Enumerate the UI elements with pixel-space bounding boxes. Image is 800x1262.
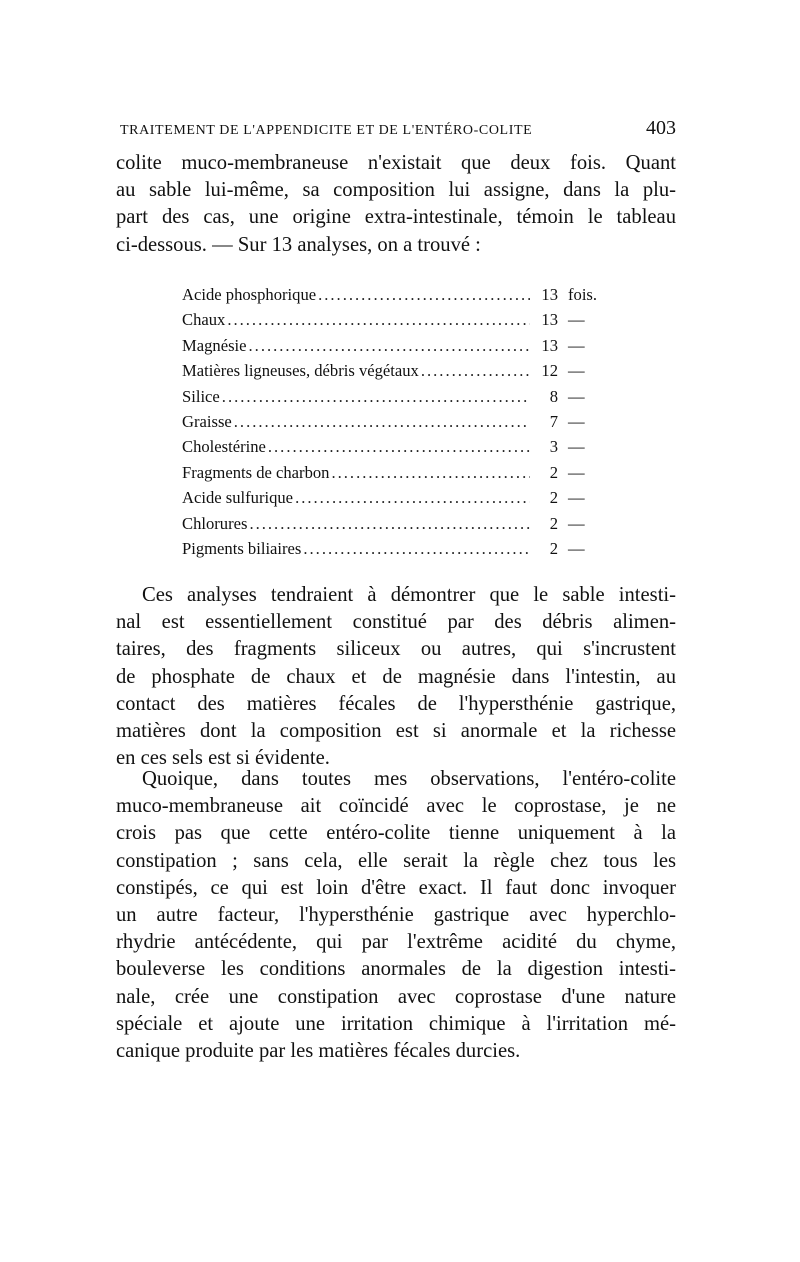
running-head bbox=[120, 117, 676, 143]
occurrence-count: 13 bbox=[541, 335, 558, 355]
paragraph-line: taires, des fragments siliceux ou autres, qui s'incrustent bbox=[116, 638, 676, 661]
paragraph-line: canique produite par les matières fécales durcies. bbox=[116, 1040, 521, 1063]
table-row bbox=[182, 511, 616, 536]
table-row bbox=[182, 460, 616, 485]
occurrence-count: 2 bbox=[549, 513, 558, 533]
occurrence-count: 2 bbox=[549, 462, 558, 482]
table-row bbox=[182, 434, 616, 459]
leader-dots bbox=[227, 307, 530, 332]
paragraph-line: contact des matières fécales de l'hypersthénie gastrique, bbox=[116, 692, 676, 715]
leader-dots bbox=[318, 282, 530, 307]
paragraph-line: constipation ; sans cela, elle serait la règle chez tous les bbox=[116, 849, 676, 872]
substance-name: Pigments biliaires bbox=[182, 538, 302, 558]
substance-name: Acide sulfurique bbox=[182, 488, 294, 508]
leader-dots bbox=[222, 384, 530, 409]
occurrence-count: 3 bbox=[549, 437, 558, 457]
occurrence-count: 13 bbox=[541, 285, 558, 304]
occurrence-unit: — bbox=[568, 462, 585, 482]
paragraph-line: nal est essentiellement constitué par des débris alimen- bbox=[116, 611, 676, 634]
paragraph-line: rhydrie antécédente, qui par l'extrême acidité du chyme, bbox=[116, 931, 676, 954]
occurrence-unit: — bbox=[568, 335, 585, 355]
table-row bbox=[182, 307, 616, 332]
occurrence-unit: — bbox=[568, 488, 585, 508]
paragraph-line: de phosphate de chaux et de magnésie dans l'intestin, au bbox=[116, 665, 676, 688]
table-row bbox=[182, 409, 616, 434]
occurrence-unit: — bbox=[568, 437, 585, 457]
paragraph-analysis-conclusion bbox=[116, 582, 676, 772]
leader-dots bbox=[249, 333, 530, 358]
occurrence-count: 13 bbox=[541, 310, 558, 330]
table-row bbox=[182, 485, 616, 510]
table-row bbox=[182, 384, 616, 409]
paragraph-line: colite muco-membraneuse n'existait que deux fois. Quant bbox=[116, 152, 676, 174]
paragraph-line: part des cas, une origine extra-intestinale, témoin le tableau bbox=[116, 206, 676, 229]
substance-name: Silice bbox=[182, 386, 220, 406]
paragraph-line: nale, crée une constipation avec coprostase d'une nature bbox=[116, 985, 676, 1008]
occurrence-unit: — bbox=[568, 411, 585, 431]
paragraph-line: matières dont la composition est si anormale et la richesse bbox=[116, 720, 676, 743]
occurrence-count: 8 bbox=[549, 386, 558, 406]
paragraph-line: un autre facteur, l'hypersthénie gastrique avec hyperchlo- bbox=[116, 904, 676, 927]
paragraph-line: au sable lui-même, sa composition lui assigne, dans la plu- bbox=[116, 179, 676, 202]
leader-dots bbox=[331, 460, 530, 485]
leader-dots bbox=[295, 485, 530, 510]
running-title: TRAITEMENT DE L'APPENDICITE ET DE L'ENTÉRO-COLITE bbox=[120, 123, 533, 138]
paragraph-line: crois pas que cette entéro-colite tienne uniquement à la bbox=[116, 822, 676, 845]
occurrence-unit: — bbox=[568, 310, 585, 330]
occurrence-unit: fois. bbox=[568, 285, 598, 304]
occurrence-unit: — bbox=[568, 513, 585, 533]
paragraph-intro bbox=[116, 150, 676, 259]
leader-dots bbox=[234, 409, 530, 434]
substance-name: Fragments de charbon bbox=[182, 462, 330, 482]
substance-name: Acide phosphorique bbox=[182, 285, 317, 304]
occurrence-count: 7 bbox=[549, 411, 558, 431]
paragraph-enterocolite bbox=[116, 766, 676, 1065]
paragraph-line: spéciale et ajoute une irritation chimique à l'irritation mé- bbox=[116, 1012, 676, 1035]
leader-dots bbox=[249, 511, 530, 536]
paragraph-line: en ces sels est si évidente. bbox=[116, 747, 330, 770]
substance-name: Magnésie bbox=[182, 335, 247, 355]
table-row bbox=[182, 536, 616, 561]
table-row bbox=[182, 282, 616, 307]
paragraph-line: Ces analyses tendraient à démontrer que le sable intesti- bbox=[142, 584, 676, 606]
paragraph-line: constipés, ce qui est loin d'être exact. Il faut donc invoquer bbox=[116, 876, 676, 899]
leader-dots bbox=[421, 358, 530, 383]
occurrence-unit: — bbox=[568, 538, 585, 558]
occurrence-count: 2 bbox=[549, 488, 558, 508]
analysis-table bbox=[182, 282, 616, 561]
occurrence-count: 12 bbox=[541, 361, 558, 381]
table-row bbox=[182, 333, 616, 358]
substance-name: Cholestérine bbox=[182, 437, 266, 457]
occurrence-unit: — bbox=[568, 361, 585, 381]
page-number: 403 bbox=[646, 117, 676, 139]
leader-dots bbox=[268, 434, 530, 459]
table-row bbox=[182, 358, 616, 383]
paragraph-line: muco-membraneuse ait coïncidé avec le coprostase, je ne bbox=[116, 795, 676, 818]
substance-name: Chaux bbox=[182, 310, 226, 330]
substance-name: Chlorures bbox=[182, 513, 248, 533]
paragraph-line: Quoique, dans toutes mes observations, l'entéro-colite bbox=[142, 768, 676, 790]
substance-name: Graisse bbox=[182, 411, 232, 431]
occurrence-unit: — bbox=[568, 386, 585, 406]
occurrence-count: 2 bbox=[549, 538, 558, 558]
paragraph-line: bouleverse les conditions anormales de la digestion intesti- bbox=[116, 958, 676, 981]
leader-dots bbox=[303, 536, 530, 561]
substance-name: Matières ligneuses, débris végétaux bbox=[182, 361, 419, 381]
paragraph-line: ci-dessous. — Sur 13 analyses, on a trouvé : bbox=[116, 233, 481, 256]
